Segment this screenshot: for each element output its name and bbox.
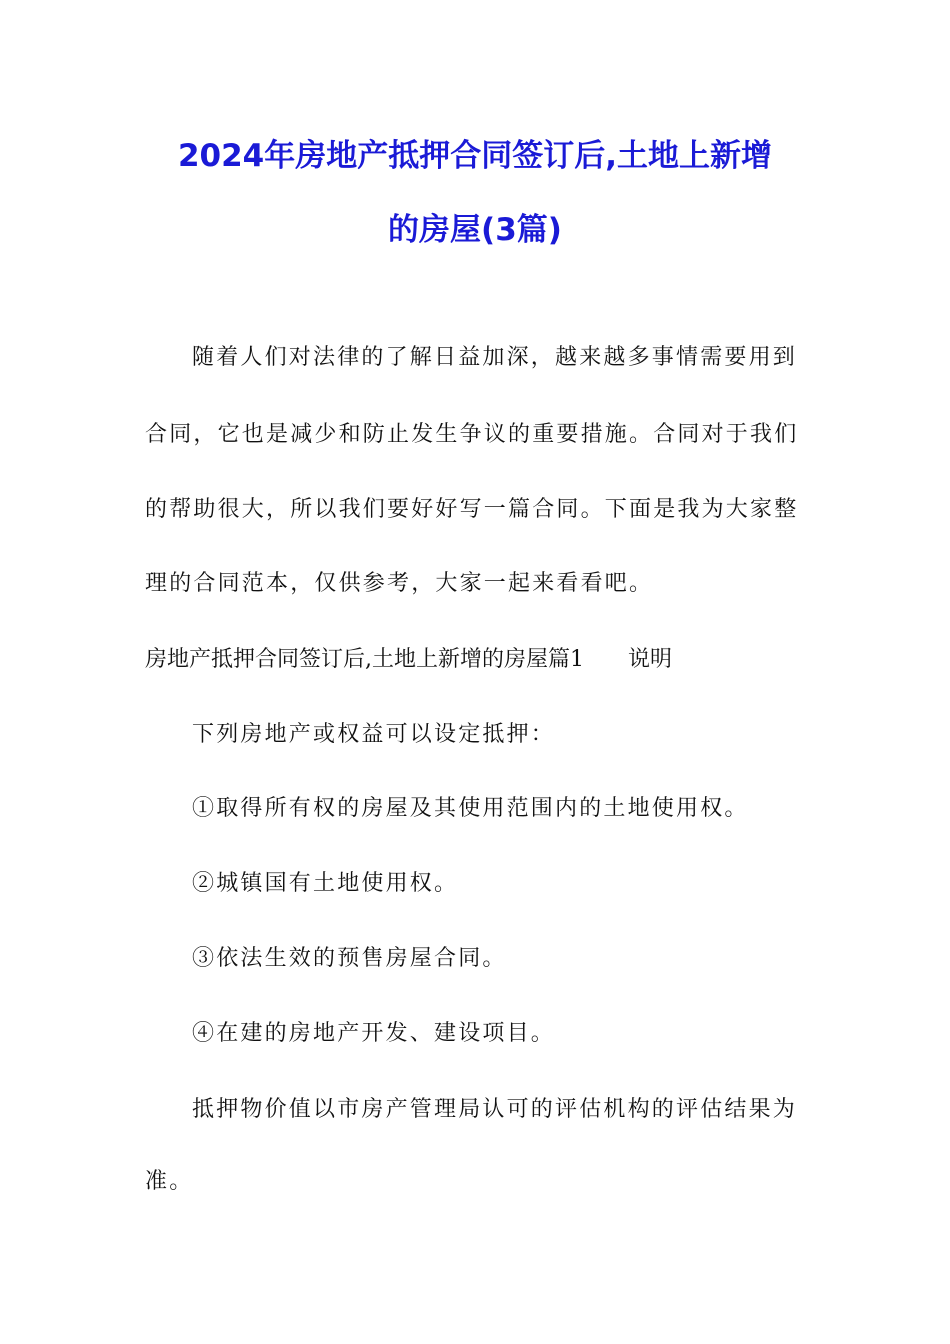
intro-paragraph-line: 的帮助很大，所以我们要好好写一篇合同。下面是我为大家整 — [145, 497, 799, 522]
intro-paragraph-line: 随着人们对法律的了解日益加深，越来越多事情需要用到 — [192, 345, 798, 370]
list-item: ④在建的房地产开发、建设项目。 — [192, 1021, 556, 1046]
list-item: ①取得所有权的房屋及其使用范围内的土地使用权。 — [192, 796, 749, 821]
intro-paragraph-line: 理的合同范本，仅供参考，大家一起来看看吧。 — [145, 571, 654, 596]
intro-paragraph-line: 合同，它也是减少和防止发生争议的重要措施。合同对于我们 — [145, 422, 799, 447]
document-title-line-2: 的房屋(3篇) — [388, 212, 562, 248]
document-title-line-1: 2024年房地产抵押合同签订后,土地上新增 — [177, 138, 773, 174]
list-item: ③依法生效的预售房屋合同。 — [192, 946, 507, 971]
list-item: ②城镇国有土地使用权。 — [192, 871, 459, 896]
body-line: 准。 — [145, 1169, 194, 1194]
section-heading: 房地产抵押合同签订后,土地上新增的房屋篇1 说明 — [145, 647, 672, 672]
body-line: 抵押物价值以市房产管理局认可的评估机构的评估结果为 — [192, 1097, 798, 1122]
body-line: 下列房地产或权益可以设定抵押： — [192, 722, 556, 747]
